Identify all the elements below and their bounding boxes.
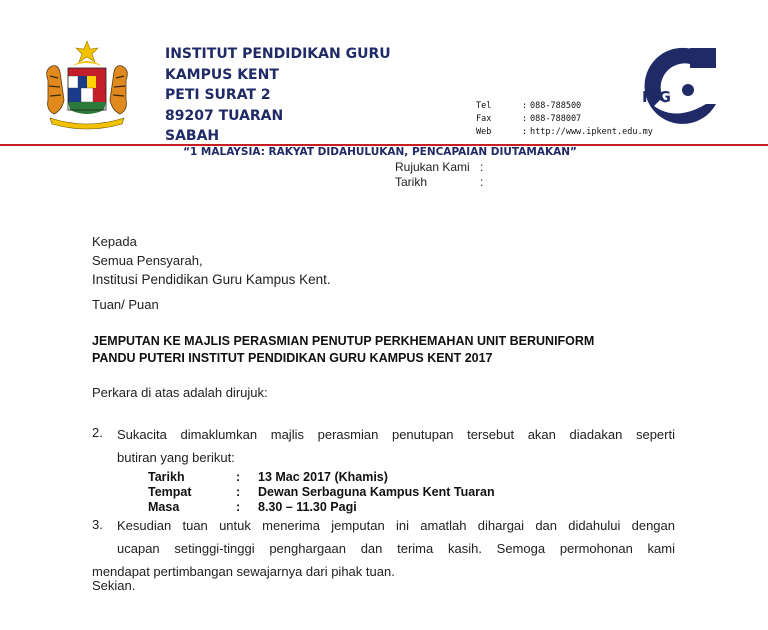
detail-row [148, 500, 495, 515]
detail-colon: : [236, 500, 241, 514]
contact-value[interactable]: http://www.ipkent.edu.my [530, 127, 653, 137]
contact-value: 088-788007 [530, 114, 582, 124]
institution-line: 89207 TUARAN [165, 107, 284, 124]
event-details [148, 470, 495, 515]
contact-row-web [476, 126, 653, 139]
detail-label: Tempat [148, 485, 192, 499]
institution-line: INSTITUT PENDIDIKAN GURU [165, 46, 391, 62]
paragraph-2 [117, 423, 675, 469]
paragraph-line: mendapat pertimbangan sewajarnya dari pihak tuan. [92, 564, 395, 579]
motto: “1 MALAYSIA: RAKYAT DIDAHULUKAN, PENCAPAIAN DIUTAMAKAN” [183, 146, 577, 158]
institution-address [165, 44, 391, 147]
contact-separator: : [522, 127, 528, 137]
detail-value: Dewan Serbaguna Kampus Kent Tuaran [258, 485, 495, 499]
detail-colon: : [236, 470, 241, 484]
addressee-line: Semua Pensyarah, [92, 253, 203, 268]
reference-row [395, 175, 483, 190]
paragraph-line: ucapan setinggi-tinggi penghargaan dan terima kasih. Semoga permohonan kami [117, 541, 675, 556]
reference-block [395, 160, 483, 190]
contact-row-fax [476, 113, 653, 126]
detail-row [148, 470, 495, 485]
letter-subject [92, 333, 594, 367]
reference-label: Tarikh [395, 175, 428, 189]
addressee-line: Institusi Pendidikan Guru Kampus Kent. [92, 272, 331, 287]
contact-value: 088-788500 [530, 101, 582, 111]
contact-row-tel [476, 100, 653, 113]
paragraph-line: Kesudian tuan untuk menerima jemputan ini amatlah dihargai dan didahului dengan [117, 518, 675, 533]
detail-row [148, 485, 495, 500]
institution-line: SABAH [165, 128, 220, 144]
reference-colon: : [480, 160, 484, 174]
coat-of-arms-logo [42, 40, 132, 130]
logo-text: IPG [642, 88, 671, 106]
paragraph-number: 2. [92, 425, 103, 440]
paragraph-line: butiran yang berikut: [117, 450, 235, 465]
reference-colon: : [480, 175, 484, 189]
contact-label: Web [476, 127, 492, 137]
contact-separator: : [522, 101, 528, 111]
institution-line: PETI SURAT 2 [165, 87, 271, 103]
paragraph-line: Sukacita dimaklumkan majlis perasmian penutupan tersebut akan diadakan seperti [117, 427, 675, 442]
contact-label: Tel [476, 101, 492, 111]
contact-details [476, 100, 653, 139]
paragraph-3 [92, 514, 675, 583]
salutation: Tuan/ Puan [92, 297, 159, 312]
ipg-logo [640, 44, 720, 134]
detail-colon: : [236, 485, 241, 499]
detail-label: Tarikh [148, 470, 185, 484]
subject-line: JEMPUTAN KE MAJLIS PERASMIAN PENUTUP PERKHEMAHAN UNIT BERUNIFORM [92, 334, 595, 348]
reference-row [395, 160, 483, 175]
paragraph-number: 3. [92, 517, 103, 532]
closing: Sekian. [92, 578, 136, 593]
contact-label: Fax [476, 114, 492, 124]
institution-line: KAMPUS KENT [165, 66, 279, 83]
addressee-line: Kepada [92, 234, 137, 249]
detail-value: 13 Mac 2017 (Khamis) [258, 470, 388, 484]
contact-separator: : [522, 114, 528, 124]
addressee-block [92, 232, 331, 289]
detail-value: 8.30 – 11.30 Pagi [258, 500, 357, 514]
detail-label: Masa [148, 500, 180, 514]
reference-label: Rujukan Kami [395, 160, 470, 174]
reference-sentence: Perkara di atas adalah dirujuk: [92, 385, 268, 400]
subject-line: PANDU PUTERI INSTITUT PENDIDIKAN GURU KAMPUS KENT 2017 [92, 351, 493, 365]
